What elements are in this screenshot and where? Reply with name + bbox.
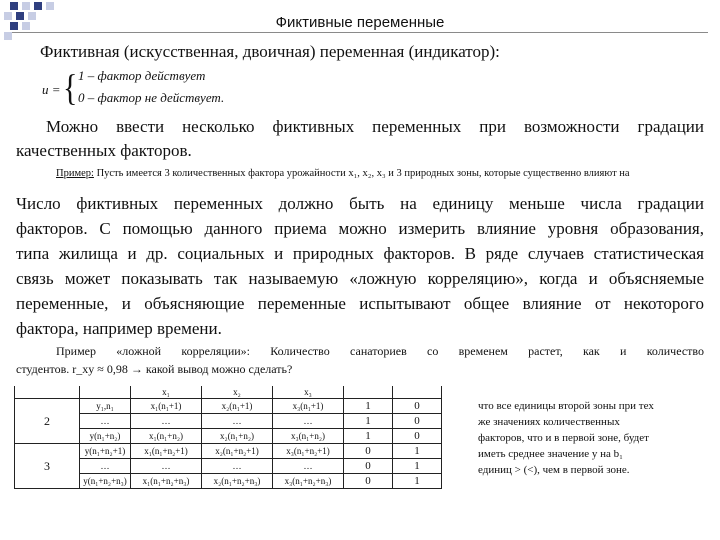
- table-cell: x₃(n₁+n₂+1): [273, 444, 344, 459]
- table-cell: y₁,n₁: [80, 399, 131, 414]
- table-row: [15, 399, 442, 414]
- example-1-text: Пусть имеется 3 количественных фактора урожайности x₁, x₂, x₃ и 3 природных зоны, которые существенно влияют на: [96, 168, 630, 179]
- table-cell: y(n₁+n₂): [80, 429, 131, 444]
- title-rule: [12, 32, 708, 33]
- paragraph-1-line-2: качественных факторов.: [16, 141, 192, 160]
- table-cell: x₁(n₁+n₂): [131, 429, 202, 444]
- table-cell: 0: [344, 444, 393, 459]
- interpretation-line: что все единицы второй зоны при тех: [478, 400, 654, 412]
- table-cell: x₂(n₁+n₂+1): [202, 444, 273, 459]
- dummy-variable-table: [14, 386, 442, 489]
- table-cell: …: [273, 414, 344, 429]
- paragraph-2-line-4: связь может показывать так называемую «ложную корреляцию», когда и объясняемые: [16, 269, 704, 288]
- table-row: [15, 414, 442, 429]
- paragraph-2-line-1: Число фиктивных переменных должно быть на единицу меньше числа градации: [16, 194, 704, 213]
- interpretation-line: иметь среднее значение y на b₁: [478, 448, 624, 460]
- table-cell: …: [131, 459, 202, 474]
- table-cell: x₃(n₁+n₂+n₃): [273, 474, 344, 489]
- interpretation-line: же значениях количественных: [478, 416, 620, 428]
- table-cell: 0: [344, 474, 393, 489]
- interpretation-line: единиц > (<), чем в первой зоне.: [478, 464, 630, 476]
- paragraph-2-line-2: факторов. С помощью данного приема можно измерить влияние уровня образования,: [16, 219, 704, 238]
- table-cell: x₂: [202, 386, 273, 399]
- table-cell: 1: [393, 444, 442, 459]
- table-cell: [80, 386, 131, 399]
- deco-square: [46, 2, 54, 10]
- interpretation-line: факторов, что и в первой зоне, будет: [478, 432, 649, 444]
- deco-square: [22, 2, 30, 10]
- table-cell: x₁(n₁+n₂+n₃): [131, 474, 202, 489]
- table-cell: x₂(n₁+n₂): [202, 429, 273, 444]
- table-cell: [15, 386, 80, 399]
- table-cell: x₁(n₁+1): [131, 399, 202, 414]
- brace-symbol: {: [63, 67, 78, 109]
- table-cell: y(n₁+n₂+n₃): [80, 474, 131, 489]
- table-cell: 1: [344, 414, 393, 429]
- definition-heading: Фиктивная (искусственная, двоичная) переменная (индикатор):: [40, 42, 500, 61]
- table-cell: …: [202, 414, 273, 429]
- table-cell: …: [80, 414, 131, 429]
- table-cell: 1: [344, 429, 393, 444]
- deco-square: [10, 2, 18, 10]
- table-cell: 0: [393, 399, 442, 414]
- paragraph-2-line-6: фактора, например времени.: [16, 319, 222, 338]
- table-cell: x₃(n₁+1): [273, 399, 344, 414]
- deco-square: [4, 32, 12, 40]
- table-row: [15, 459, 442, 474]
- deco-square: [34, 2, 42, 10]
- table-cell: x₂(n₁+1): [202, 399, 273, 414]
- table-cell: …: [273, 459, 344, 474]
- zone-label: 3: [15, 444, 80, 489]
- table-row: [15, 474, 442, 489]
- case-one: 1 – фактор действует: [78, 68, 206, 83]
- table-cell: [393, 386, 442, 399]
- table-cell: 0: [344, 459, 393, 474]
- example-1-label: Пример:: [56, 168, 94, 179]
- table-cell: 1: [393, 474, 442, 489]
- table-cell: 0: [393, 414, 442, 429]
- table-cell: 1: [393, 459, 442, 474]
- example-2-line-2: студентов. r_xy ≈ 0,98 → какой вывод можно сделать?: [16, 362, 293, 376]
- paragraph-1-line-1: Можно ввести несколько фиктивных переменных при возможности градации: [46, 117, 704, 136]
- table-cell: 0: [393, 429, 442, 444]
- indicator-variable: u =: [42, 82, 61, 97]
- table-cell: y(n₁+n₂+1): [80, 444, 131, 459]
- table-row: [15, 429, 442, 444]
- table-cell: [344, 386, 393, 399]
- table-cell: 1: [344, 399, 393, 414]
- table-cell: x₃: [273, 386, 344, 399]
- paragraph-2-line-5: переменные, и объясняющие переменные испытывают общее влияние от некоторого: [16, 294, 704, 313]
- table-cell: …: [80, 459, 131, 474]
- interpretation-text: [478, 398, 710, 478]
- paragraph-2-line-3: типа жилища и др. социальных и природных факторов. В ряде случаев статистическая: [16, 244, 704, 263]
- example-1: [56, 168, 630, 179]
- example-2-line-1: Пример «ложной корреляции»: Количество санаториев со временем растет, как и количество: [56, 344, 704, 358]
- table-cell: …: [202, 459, 273, 474]
- zone-label: 2: [15, 399, 80, 444]
- table-row: [15, 444, 442, 459]
- slide-title: Фиктивные переменные: [275, 14, 445, 31]
- table-cell: …: [131, 414, 202, 429]
- table-cell: x₁(n₁+n₂+1): [131, 444, 202, 459]
- table-header: [15, 386, 442, 399]
- case-zero: 0 – фактор не действует.: [78, 90, 225, 105]
- table-cell: x₃(n₁+n₂): [273, 429, 344, 444]
- table-cell: x₁: [131, 386, 202, 399]
- table-cell: x₂(n₁+n₂+n₃): [202, 474, 273, 489]
